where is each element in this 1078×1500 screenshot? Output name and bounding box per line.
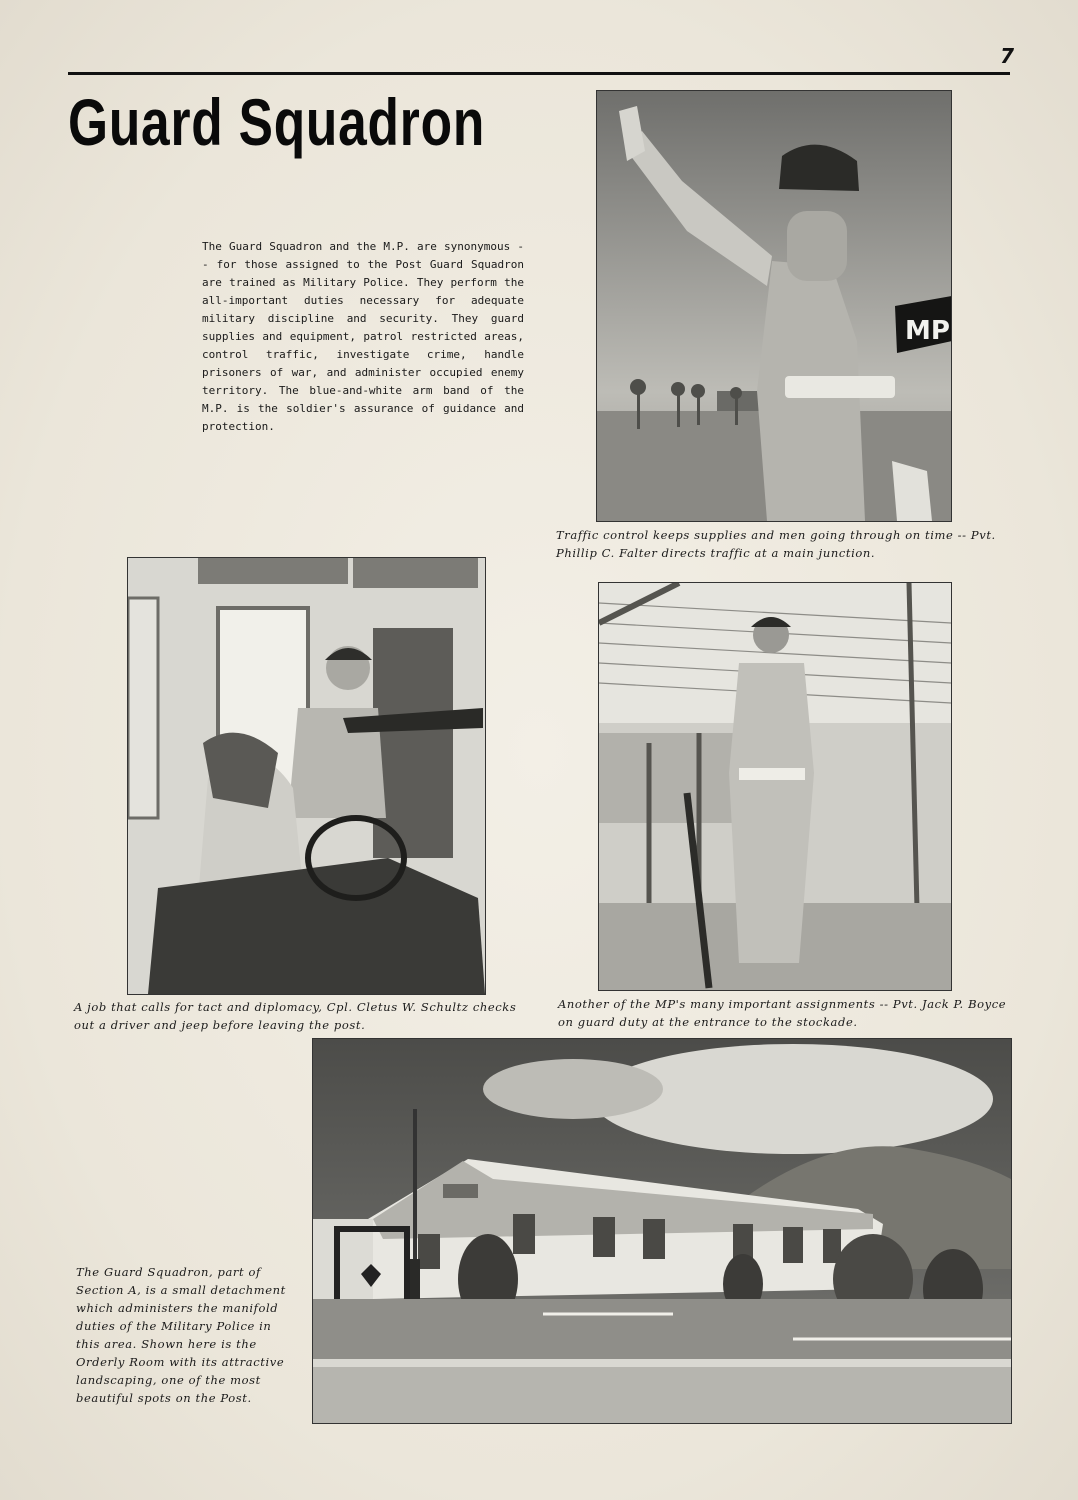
orderly-room-photo [312, 1038, 1012, 1424]
traffic-control-caption: Traffic control keeps supplies and men going through on time -- Pvt. Phillip C. Falter directs traffic at a main junction. [556, 528, 996, 560]
jeep-checkpoint-photo [127, 557, 486, 995]
mp-armband-text: MP [905, 316, 950, 346]
orderly-room-caption: The Guard Squadron, part of Section A, is a small detachment which administers the manifold duties of the Military Police in this area. Shown here is the Orderly Room with its attractive landscaping, one of the most beautiful spots on the Post. [76, 1265, 286, 1405]
article-body: The Guard Squadron and the M.P. are synonymous -- for those assigned to the Post Guard Squadron are trained as Military Police. They perform the all-important duties necessary for adequate military discipline and security. They guard supplies and equipment, patrol restricted areas, control traffic, investigate crime, handle prisoners of war, and administer occupied enemy territory. The blue-and-white arm band of the M.P. is the soldier's assurance of guidance and protection. [202, 240, 524, 433]
stockade-guard-photo [598, 582, 952, 991]
page-title: Guard Squadron [68, 85, 486, 159]
traffic-control-photo [596, 90, 952, 522]
header-rule [68, 72, 1010, 75]
page-number: 7 [1000, 44, 1014, 68]
stockade-guard-caption: Another of the MP's many important assignments -- Pvt. Jack P. Boyce on guard duty at the entrance to the stockade. [558, 997, 1007, 1029]
jeep-checkpoint-caption: A job that calls for tact and diplomacy, Cpl. Cletus W. Schultz checks out a driver and jeep before leaving the post. [74, 1000, 517, 1032]
